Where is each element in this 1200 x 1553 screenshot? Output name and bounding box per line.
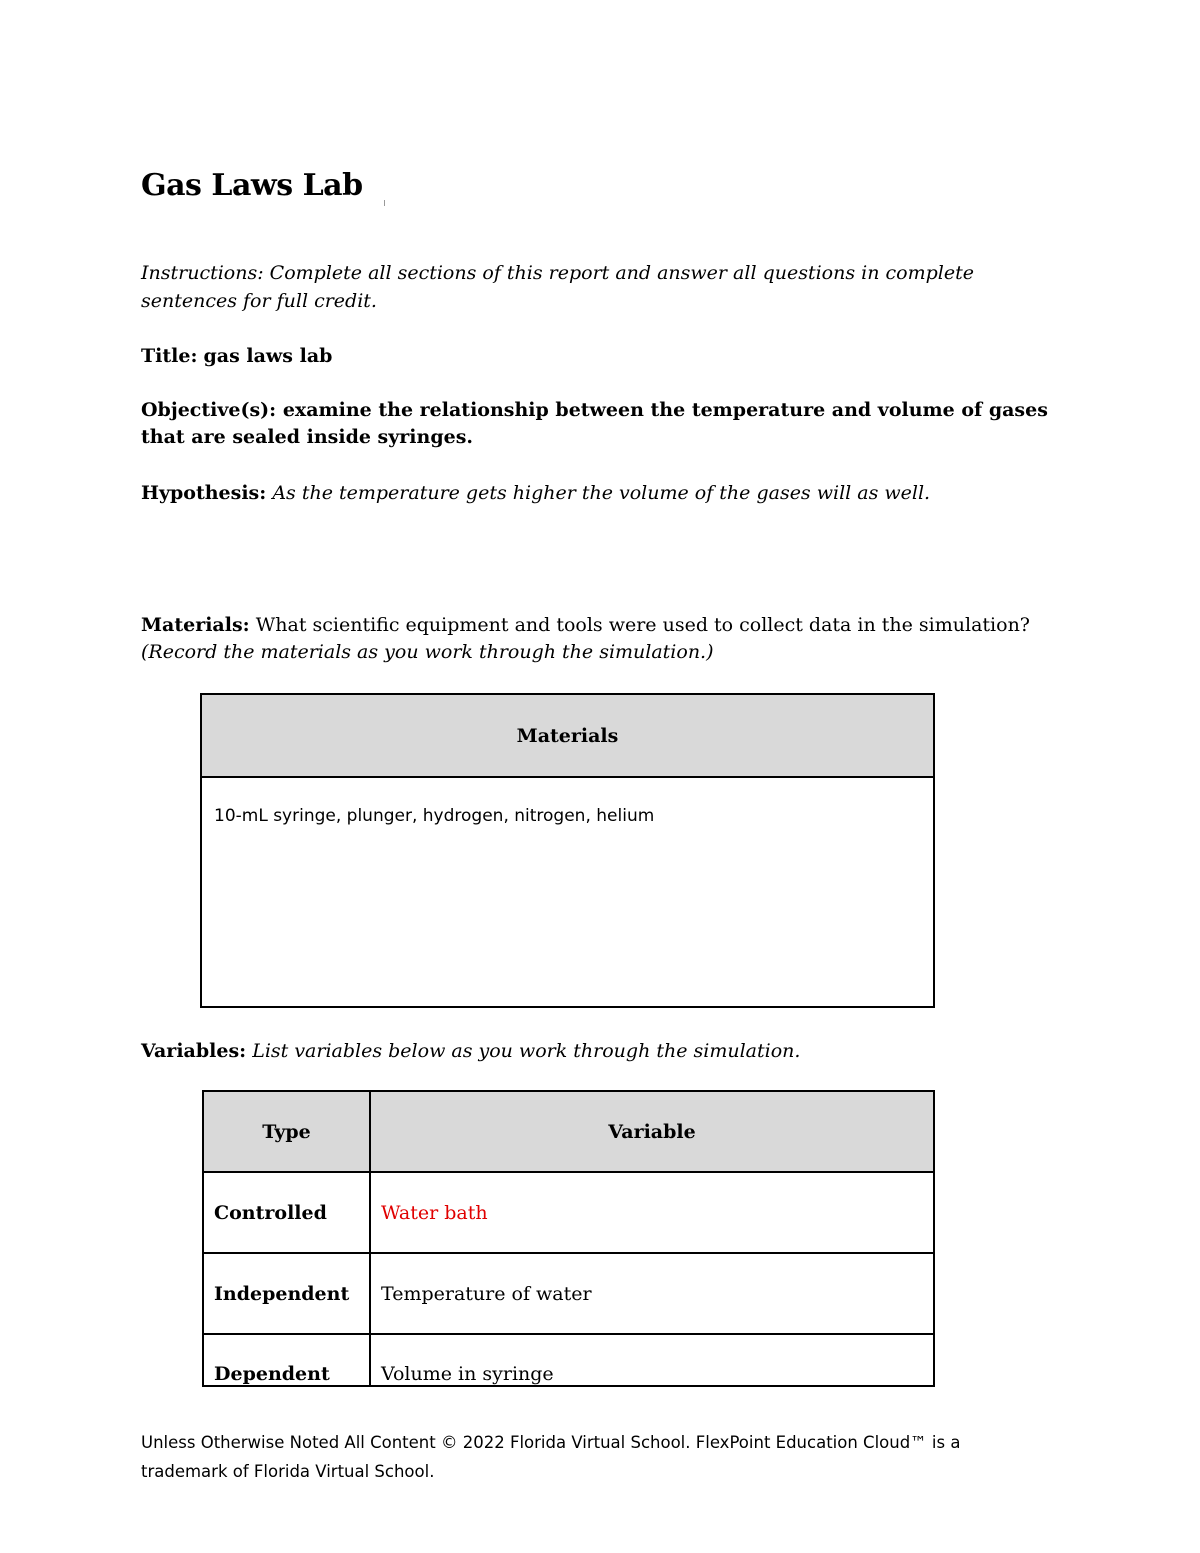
- variable-type-cell: Controlled: [203, 1172, 370, 1253]
- table-row: [203, 1334, 934, 1386]
- hypothesis-line: [141, 479, 1071, 507]
- text-cursor-mark: [384, 200, 385, 206]
- variables-table-header-row: [203, 1091, 934, 1172]
- title-line: [141, 342, 1071, 370]
- variable-value-cell: Temperature of water: [370, 1253, 934, 1334]
- copyright-footer: [141, 1428, 1041, 1486]
- materials-table: [200, 693, 935, 1008]
- hypothesis-value: As the temperature gets higher the volume of the gases will as well.: [272, 482, 931, 504]
- variable-type-cell: Dependent: [203, 1334, 370, 1386]
- instructions-text: Instructions: Complete all sections of this report and answer all questions in complete sentences for full credit.: [141, 262, 974, 312]
- table-row: [203, 1172, 934, 1253]
- materials-section: [141, 612, 1071, 666]
- objective-value: examine the relationship between the temperature and volume of gases that are sealed inside syringes.: [141, 399, 1048, 448]
- title-label: Title:: [141, 345, 198, 367]
- variables-header-variable: Variable: [370, 1091, 934, 1172]
- footer-line-1: Unless Otherwise Noted All Content © 2022 Florida Virtual School. FlexPoint Education Cloud™ is a: [141, 1433, 961, 1452]
- objective-label: Objective(s):: [141, 399, 277, 421]
- variables-note: List variables below as you work through the simulation.: [252, 1040, 801, 1062]
- materials-table-header: Materials: [201, 694, 934, 777]
- table-row: [203, 1253, 934, 1334]
- variable-type-cell: Independent: [203, 1253, 370, 1334]
- variable-value-cell: Water bath: [370, 1172, 934, 1253]
- variable-value-cell: Volume in syringe: [370, 1334, 934, 1386]
- variables-header-type: Type: [203, 1091, 370, 1172]
- hypothesis-label: Hypothesis:: [141, 482, 267, 504]
- variables-label: Variables:: [141, 1040, 247, 1062]
- materials-table-content: 10-mL syringe, plunger, hydrogen, nitrogen, helium: [201, 777, 934, 1007]
- title-value: gas laws lab: [203, 345, 333, 367]
- objective-line: [141, 397, 1071, 451]
- document-title: Gas Laws Lab: [141, 168, 363, 203]
- materials-question: What scientific equipment and tools were used to collect data in the simulation?: [255, 614, 1030, 636]
- variables-table: [202, 1090, 935, 1387]
- materials-label: Materials:: [141, 614, 250, 636]
- footer-line-2: trademark of Florida Virtual School.: [141, 1462, 435, 1481]
- materials-note: (Record the materials as you work through the simulation.): [141, 641, 714, 663]
- variables-section: [141, 1037, 1071, 1065]
